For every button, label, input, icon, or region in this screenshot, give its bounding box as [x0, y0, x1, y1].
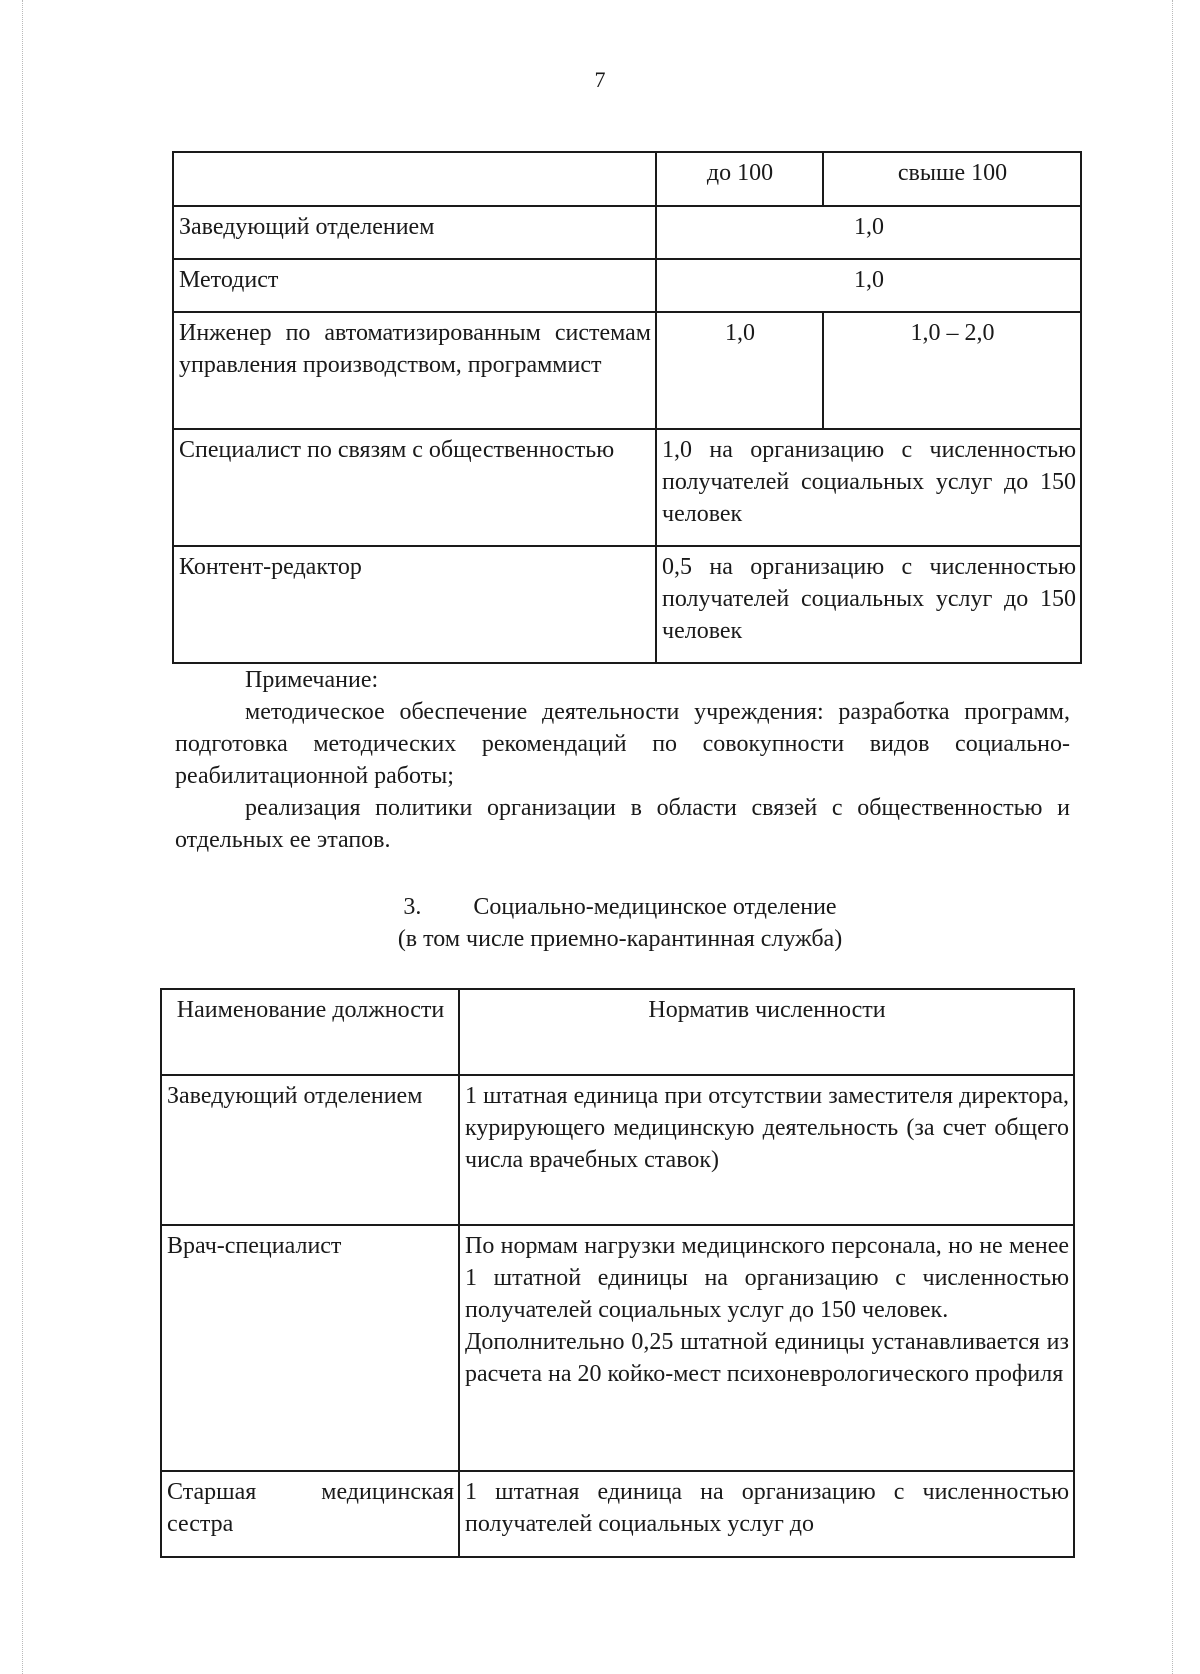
position-cell: Старшая медицинская сестра [161, 1471, 459, 1557]
position-cell: Методист [173, 259, 656, 312]
norm-cell: 1 штатная единица при отсутствии заместителя директора, курирующего медицинскую деятельность (за счет общего числа врачебных ставок) [459, 1075, 1074, 1225]
scan-edge-artifact [22, 0, 24, 1674]
page-number: 7 [594, 67, 606, 92]
note-title: Примечание: [245, 667, 379, 693]
table-row [173, 312, 1081, 429]
norm-cell: 1 штатная единица на организацию с численностью получателей социальных услуг до [459, 1471, 1074, 1557]
section-number: 3. [403, 894, 422, 920]
position-cell: Заведующий отделением [173, 206, 656, 259]
header-cell-upto-100: до 100 [656, 152, 823, 206]
norm-cell: 1,0 [656, 312, 823, 429]
position-cell: Специалист по связям с общественностью [173, 429, 656, 546]
norm-cell: 1,0 на организацию с численностью получателей социальных услуг до 150 человек [656, 429, 1081, 546]
table-header-row [161, 989, 1074, 1075]
note-block [175, 664, 1070, 856]
table-row [161, 1075, 1074, 1225]
norm-text: По нормам нагрузки медицинского персонала, но не менее 1 штатной единицы на организацию с численностью получателей социальных услуг до 150 человек. [465, 1233, 1069, 1323]
norm-cell: 0,5 на организацию с численностью получателей социальных услуг до 150 человек [656, 546, 1081, 663]
staffing-table-continued [172, 151, 1082, 664]
header-cell-position: Наименование должности [161, 989, 459, 1075]
header-cell-norm: Норматив численности [459, 989, 1074, 1075]
table-row [173, 546, 1081, 663]
section-subtitle: (в том числе приемно-карантинная служба) [397, 926, 843, 952]
position-cell: Заведующий отделением [161, 1075, 459, 1225]
medical-department-staffing-table [160, 988, 1075, 1558]
section-title: Социально-медицинское отделение [473, 894, 837, 920]
norm-cell: 1,0 [656, 259, 1081, 312]
norm-cell [459, 1225, 1074, 1471]
scan-edge-artifact [1172, 0, 1174, 1674]
table-cell [173, 152, 656, 206]
position-cell: Инженер по автоматизированным системам управления производством, программист [173, 312, 656, 429]
table-row [173, 429, 1081, 546]
norm-text-extra: Дополнительно 0,25 штатной единицы устанавливается из расчета на 20 койко-мест психоневрологического профиля [465, 1329, 1069, 1387]
section-heading [0, 891, 1200, 955]
table-row [173, 259, 1081, 312]
note-paragraph: методическое обеспечение деятельности учреждения: разработка программ, подготовка методических рекомендаций по совокупности видов социально-реабилитационной работы; [175, 699, 1070, 789]
position-cell: Врач-специалист [161, 1225, 459, 1471]
position-cell: Контент-редактор [173, 546, 656, 663]
table-row [173, 206, 1081, 259]
header-cell-over-100: свыше 100 [823, 152, 1081, 206]
table-row [161, 1225, 1074, 1471]
norm-cell: 1,0 – 2,0 [823, 312, 1081, 429]
norm-cell: 1,0 [656, 206, 1081, 259]
note-paragraph: реализация политики организации в области связей с общественностью и отдельных ее этапов. [175, 795, 1070, 853]
table-row [173, 152, 1081, 206]
table-row [161, 1471, 1074, 1557]
